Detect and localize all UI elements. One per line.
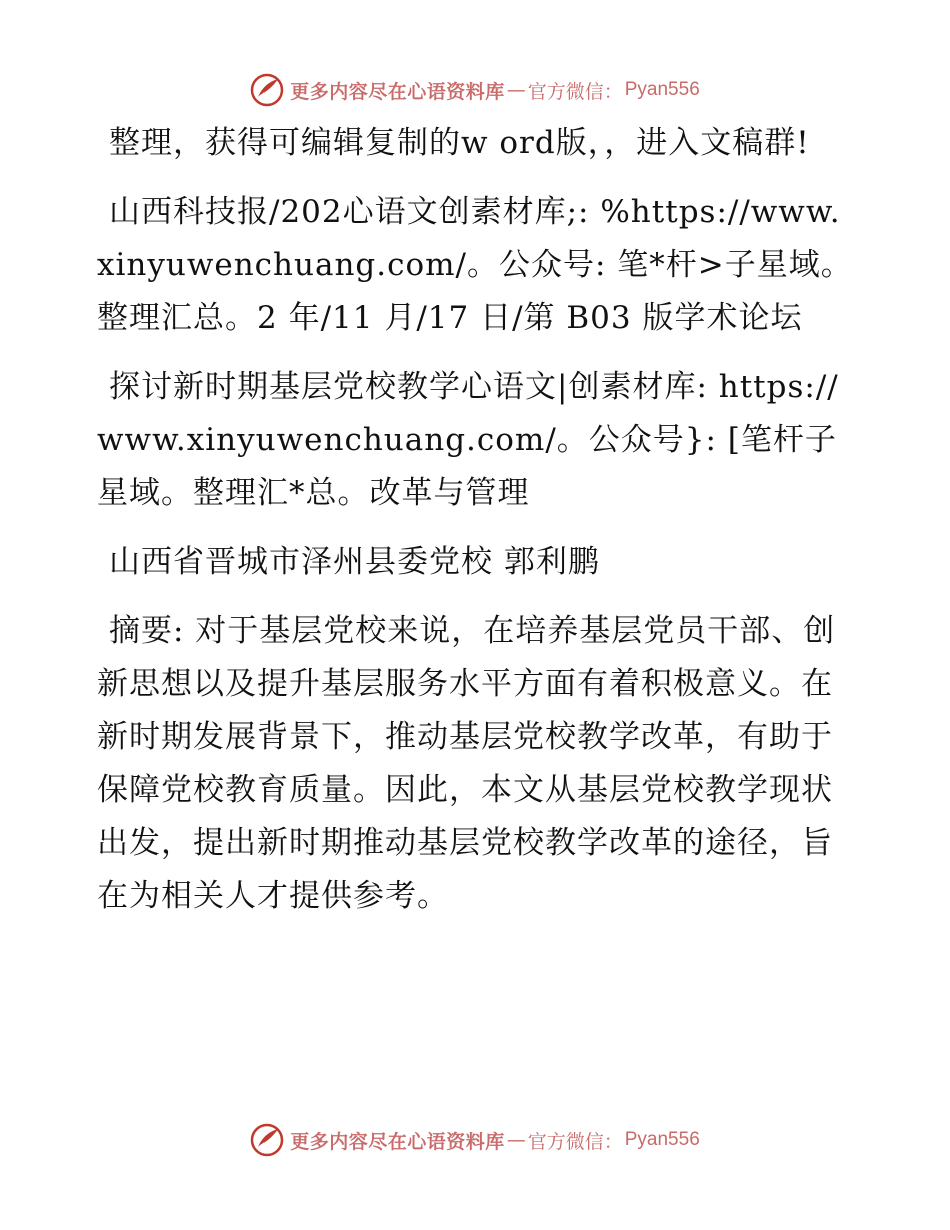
banner-wechat-label: 官方微信：	[527, 80, 623, 103]
quill-logo-icon	[250, 1123, 284, 1157]
banner-wechat-label: 官方微信：	[527, 1130, 623, 1153]
banner-text: 更多内容尽在心语资料库	[290, 80, 505, 103]
paragraph-author: 山西省晋城市泽州县委党校 郭利鹏	[109, 544, 600, 580]
banner-wechat-id: Pyan556	[624, 79, 700, 100]
footer-watermark-banner	[0, 1120, 950, 1160]
banner-text: 更多内容尽在心语资料库	[290, 1130, 505, 1153]
banner-separator: —	[506, 1129, 526, 1151]
paragraph-source: 山西科技报/202心语文创素材库;: %https://www.xinyuwenchuang.com/。公众号: 笔*杆>子星域。整理汇总。2 年/11 月/17 日/第 B03 版学术论坛	[97, 194, 853, 336]
header-watermark-banner	[0, 70, 950, 110]
banner-separator: —	[506, 79, 526, 101]
paragraph-title: 探讨新时期基层党校教学心语文|创素材库: https://www.xinyuwenchuang.com/。公众号}: [笔杆子星域。整理汇*总。改革与管理	[97, 369, 839, 511]
document-body	[97, 117, 857, 939]
banner-wechat-id: Pyan556	[624, 1129, 700, 1150]
paragraph-abstract: 摘要: 对于基层党校来说，在培养基层党员干部、创新思想以及提升基层服务水平方面有着积极意义。在新时期发展背景下，推动基层党校教学改革，有助于保障党校教育质量。因此，本文从基层党校教学现状出发，提出新时期推动基层党校教学改革的途径，旨在为相关人才提供参考。	[97, 613, 836, 914]
quill-logo-icon	[250, 73, 284, 107]
paragraph-intro: 整理，获得可编辑复制的w ord版，，进入文稿群!	[109, 125, 810, 161]
